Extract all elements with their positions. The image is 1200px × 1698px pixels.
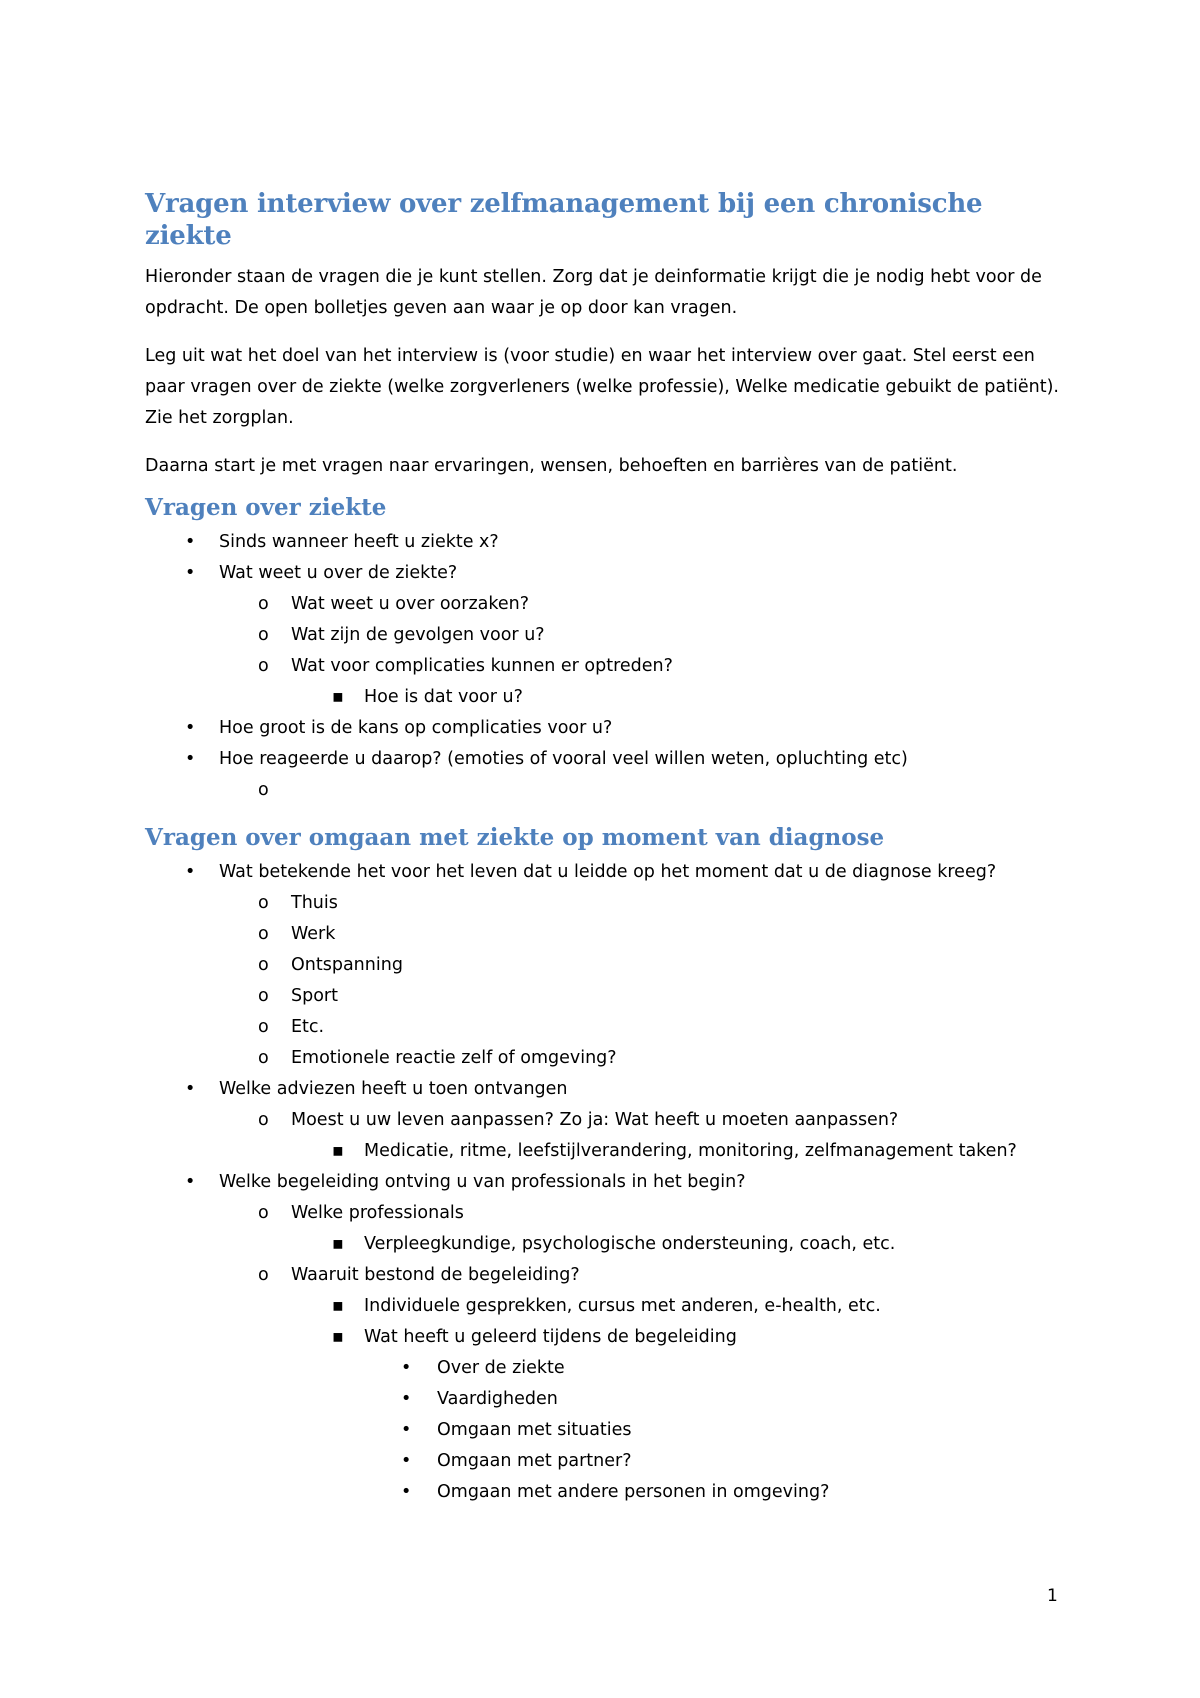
section-heading-diagnose: Vragen over omgaan met ziekte op moment van diagnose: [145, 824, 885, 851]
circle-bullet-icon: o: [258, 656, 269, 676]
list-item: ▪ Medicatie, ritme, leefstijlverandering, monitoring, zelfmanagement taken?: [145, 1136, 1065, 1167]
circle-bullet-icon: o: [258, 780, 269, 800]
circle-bullet-icon: o: [258, 893, 269, 913]
list-item-empty: [145, 775, 1065, 806]
list-item: • Vaardigheden: [145, 1384, 1065, 1415]
circle-bullet-icon: o: [258, 1017, 269, 1037]
list-item: o Thuis: [145, 888, 1065, 919]
list-item: o Ontspanning: [145, 950, 1065, 981]
bullet-icon: •: [401, 1389, 412, 1409]
circle-bullet-icon: o: [258, 594, 269, 614]
list-item: • Welke adviezen heeft u toen ontvangen: [145, 1074, 1065, 1105]
list-item: • Hoe groot is de kans op complicaties voor u?: [145, 713, 1065, 744]
bullet-icon: •: [401, 1420, 412, 1440]
list-item: o Werk: [145, 919, 1065, 950]
square-bullet-icon: ▪: [332, 1296, 344, 1316]
list-item: o Waaruit bestond de begeleiding?: [145, 1260, 1065, 1291]
list-item: ▪ Verpleegkundige, psychologische ondersteuning, coach, etc.: [145, 1229, 1065, 1260]
list-item: • Wat betekende het voor het leven dat u leidde op het moment dat u de diagnose kreeg?: [145, 857, 1065, 888]
question-list-ziekte: [145, 527, 1065, 806]
list-item: o Wat voor complicaties kunnen er optreden?: [145, 651, 1065, 682]
circle-bullet-icon: o: [258, 924, 269, 944]
section-heading-ziekte: Vragen over ziekte: [145, 494, 387, 521]
list-item: • Sinds wanneer heeft u ziekte x?: [145, 527, 1065, 558]
circle-bullet-icon: o: [258, 1110, 269, 1130]
list-item: o Welke professionals: [145, 1198, 1065, 1229]
list-item: ▪ Wat heeft u geleerd tijdens de begeleiding: [145, 1322, 1065, 1353]
circle-bullet-icon: o: [258, 1203, 269, 1223]
square-bullet-icon: ▪: [332, 1327, 344, 1347]
circle-bullet-icon: o: [258, 955, 269, 975]
list-item: o Sport: [145, 981, 1065, 1012]
document-page: [145, 188, 1065, 1508]
list-item: • Hoe reageerde u daarop? (emoties of vooral veel willen weten, opluchting etc): [145, 744, 1065, 775]
bullet-icon: •: [401, 1358, 412, 1378]
followup-paragraph: Daarna start je met vragen naar ervaringen, wensen, behoeften en barrières van de patiënt.: [145, 456, 958, 476]
list-item: ▪ Hoe is dat voor u?: [145, 682, 1065, 713]
page-number: 1: [1047, 1586, 1058, 1606]
circle-bullet-icon: o: [258, 625, 269, 645]
instruction-paragraph: Leg uit wat het doel van het interview is (voor studie) en waar het interview over gaat. Stel eerst een paar vragen over de ziekte (welke zorgverleners (welke professie), Welke medicatie gebuikt de patiënt). Zie het zorgplan.: [145, 346, 1059, 428]
bullet-icon: •: [185, 563, 196, 583]
square-bullet-icon: ▪: [332, 687, 344, 707]
bullet-icon: •: [185, 532, 196, 552]
list-item: • Over de ziekte: [145, 1353, 1065, 1384]
bullet-icon: •: [401, 1451, 412, 1471]
bullet-icon: •: [185, 718, 196, 738]
bullet-icon: •: [185, 1079, 196, 1099]
list-item: o Moest u uw leven aanpassen? Zo ja: Wat heeft u moeten aanpassen?: [145, 1105, 1065, 1136]
list-item: o Wat weet u over oorzaken?: [145, 589, 1065, 620]
page-title: Vragen interview over zelfmanagement bij een chronische ziekte: [145, 189, 983, 251]
circle-bullet-icon: o: [258, 1265, 269, 1285]
list-item: • Omgaan met andere personen in omgeving?: [145, 1477, 1065, 1508]
list-item: o Emotionele reactie zelf of omgeving?: [145, 1043, 1065, 1074]
list-item: • Omgaan met partner?: [145, 1446, 1065, 1477]
intro-paragraph: Hieronder staan de vragen die je kunt stellen. Zorg dat je deinformatie krijgt die je nodig hebt voor de opdracht. De open bolletjes geven aan waar je op door kan vragen.: [145, 267, 1042, 318]
bullet-icon: •: [401, 1482, 412, 1502]
square-bullet-icon: ▪: [332, 1234, 344, 1254]
circle-bullet-icon: o: [258, 1048, 269, 1068]
bullet-icon: •: [185, 749, 196, 769]
circle-bullet-icon: o: [258, 986, 269, 1006]
bullet-icon: •: [185, 1172, 196, 1192]
list-item: • Omgaan met situaties: [145, 1415, 1065, 1446]
list-item: ▪ Individuele gesprekken, cursus met anderen, e-health, etc.: [145, 1291, 1065, 1322]
square-bullet-icon: ▪: [332, 1141, 344, 1161]
list-item: • Wat weet u over de ziekte?: [145, 558, 1065, 589]
list-item: o Etc.: [145, 1012, 1065, 1043]
bullet-icon: •: [185, 862, 196, 882]
question-list-diagnose: [145, 857, 1065, 1508]
list-item: • Welke begeleiding ontving u van professionals in het begin?: [145, 1167, 1065, 1198]
list-item: o Wat zijn de gevolgen voor u?: [145, 620, 1065, 651]
